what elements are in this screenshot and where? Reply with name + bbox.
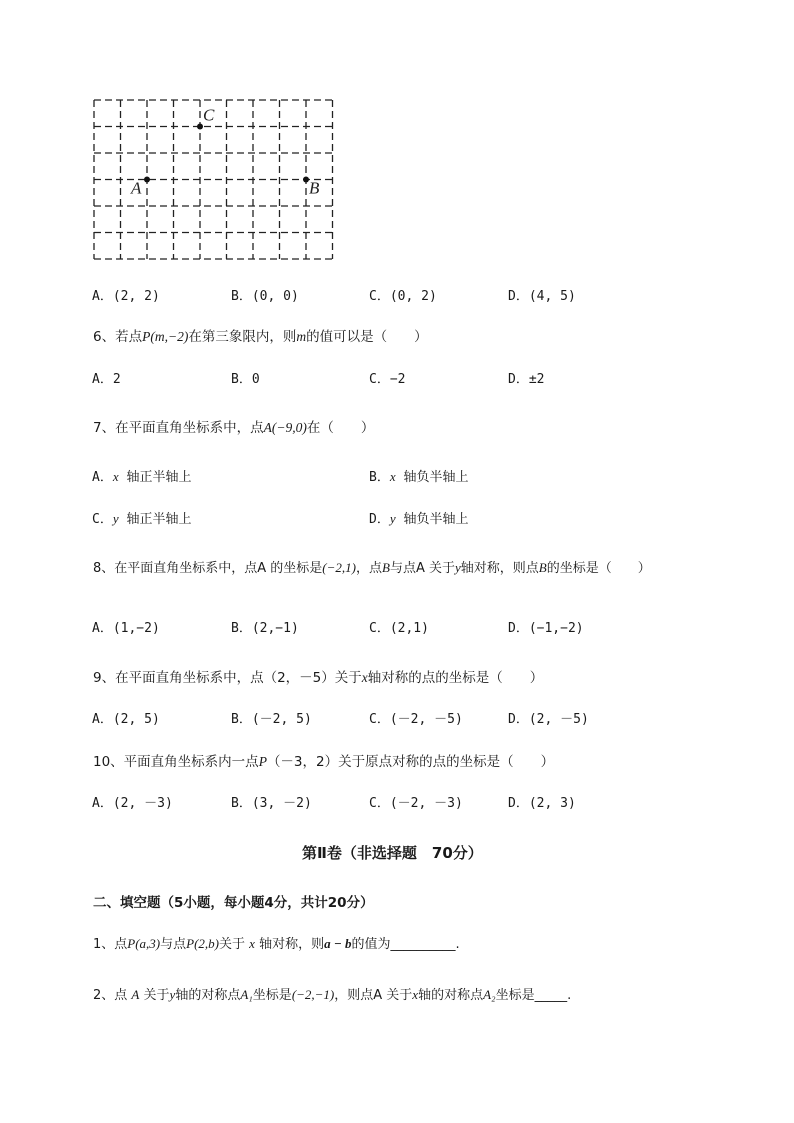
f2-var-x: x (412, 987, 419, 1002)
q7-suffix: 在（ ） (306, 420, 375, 436)
q9-prefix: 9、在平面直角坐标系中，点（2，－5）关于 (93, 670, 362, 686)
q7-option-c (92, 508, 191, 527)
f1-point-2: P(2,b) (186, 936, 220, 951)
q7-option-b-letter: B． (369, 470, 390, 485)
q7-option-a-letter: A． (92, 470, 113, 485)
f2-coord: (−2,−1) (291, 987, 335, 1002)
f2-text-5: ，则点A 关于 (334, 988, 413, 1003)
q10-option-d: D．(2, 3) (508, 796, 576, 811)
f1-text-1: 1、点 (93, 937, 128, 952)
q10-option-c: C．(－2, －3) (369, 796, 463, 811)
q8-text-3: 与点A 关于 (389, 561, 455, 576)
q7-option-b-text: 轴负半轴上 (403, 470, 469, 485)
f1-text-5: 的值为__________. (351, 937, 460, 952)
q6-option-c: C．−2 (369, 372, 406, 387)
q7-option-b-var: x (389, 469, 396, 484)
f2-text-7: 坐标是_____. (495, 988, 572, 1003)
q5-option-b: B．(0, 0) (231, 289, 299, 304)
q9-option-d: D．(2, －5) (508, 712, 589, 727)
section-2-title: 第Ⅱ卷（非选择题 70分） (302, 844, 483, 862)
q10-option-b: B．(3, －2) (231, 796, 312, 811)
q8-var-y: y (454, 560, 461, 575)
f2-text-4: 坐标是 (252, 988, 292, 1003)
point-c-label: C (203, 105, 215, 125)
q7-prefix: 7、在平面直角坐标系中，点 (93, 420, 264, 436)
f2-text-3: 轴的对称点 (175, 988, 241, 1003)
q8-option-c: C．(2,1) (369, 621, 429, 636)
q6-option-b: B．0 (231, 372, 260, 387)
q7-option-d-letter: D． (369, 512, 390, 527)
q8-option-b: B．(2,−1) (231, 621, 299, 636)
q9-var: x (361, 670, 368, 685)
q9-option-a: A．(2, 5) (92, 712, 160, 727)
q7-option-a-text: 轴正半轴上 (126, 470, 192, 485)
fill-question-1 (93, 933, 460, 952)
q5-option-c: C．(0, 2) (369, 289, 437, 304)
question-10 (93, 750, 554, 770)
q10-var: P (258, 754, 267, 769)
question-9 (93, 666, 543, 686)
q5-option-d: D．(4, 5) (508, 289, 576, 304)
f2-point-a: A (131, 987, 140, 1002)
f2-var-y: y (169, 987, 176, 1002)
q6-option-a: A．2 (92, 372, 121, 387)
q6-point: P(m,−2) (142, 329, 189, 344)
q8-text-2: ，点 (355, 561, 382, 576)
f2-text-6: 轴的对称点 (418, 988, 484, 1003)
point-a-dot (144, 177, 150, 183)
q8-coord: (−2,1) (322, 560, 356, 575)
q6-var: m (296, 329, 307, 344)
q6-option-d: D．±2 (508, 372, 545, 387)
f1-var-x: x (249, 936, 255, 951)
section-2-subtitle: 二、填空题（5小题，每小题4分，共计20分） (93, 895, 374, 911)
q7-option-c-var: y (112, 511, 119, 526)
point-a-label: A (131, 178, 142, 198)
q6-prefix: 6、若点 (93, 329, 143, 345)
f2-text-1: 2、点 (93, 988, 128, 1003)
q8-text-5: 的坐标是（ ） (546, 561, 651, 576)
coordinate-grid-figure (90, 96, 340, 266)
q9-suffix: 轴对称的点的坐标是（ ） (367, 670, 544, 686)
f1-text-2: 与点 (160, 937, 187, 952)
q6-suffix: 的值可以是（ ） (306, 329, 428, 345)
point-b-label: B (309, 178, 320, 198)
q8-point-b: B (382, 560, 390, 575)
q7-option-d (369, 508, 468, 527)
q7-option-c-text: 轴正半轴上 (126, 512, 192, 527)
q6-mid: 在第三象限内，则 (188, 329, 297, 345)
q7-option-d-text: 轴负半轴上 (403, 512, 469, 527)
q8-text-4: 轴对称，则点 (460, 561, 539, 576)
question-6 (93, 325, 428, 345)
q8-option-d: D．(−1,−2) (508, 621, 584, 636)
q7-option-b (369, 466, 468, 485)
f1-point-1: P(a,3) (127, 936, 161, 951)
q8-point-b-2: B (538, 560, 547, 575)
f2-point-a1: A₁ (240, 987, 253, 1002)
fill-question-2 (93, 984, 571, 1003)
q9-option-b: B．(－2, 5) (231, 712, 312, 727)
q8-text-1: 8、在平面直角坐标系中，点A 的坐标是 (93, 561, 323, 576)
q7-option-c-letter: C． (92, 512, 113, 527)
q7-option-d-var: y (389, 511, 396, 526)
question-8 (93, 557, 651, 576)
q8-option-a: A．(1,−2) (92, 621, 160, 636)
q9-option-c: C．(－2, －5) (369, 712, 463, 727)
q7-option-a-var: x (112, 469, 119, 484)
q5-option-a: A．(2, 2) (92, 289, 160, 304)
f2-text-2: 关于 (143, 988, 170, 1003)
grid-points (130, 106, 320, 198)
f2-point-a2: A₂ (483, 987, 496, 1002)
f1-text-3: 关于 (219, 937, 246, 952)
q10-option-a: A．(2, －3) (92, 796, 173, 811)
f1-text-4: 轴对称，则 (259, 937, 325, 952)
q10-suffix: （－3，2）关于原点对称的点的坐标是（ ） (266, 754, 555, 770)
question-7 (93, 416, 374, 436)
q7-point: A(−9,0) (263, 420, 307, 435)
f1-expression: a − b (324, 936, 352, 951)
q10-prefix: 10、平面直角坐标系内一点 (93, 754, 259, 770)
q7-option-a (92, 466, 191, 485)
